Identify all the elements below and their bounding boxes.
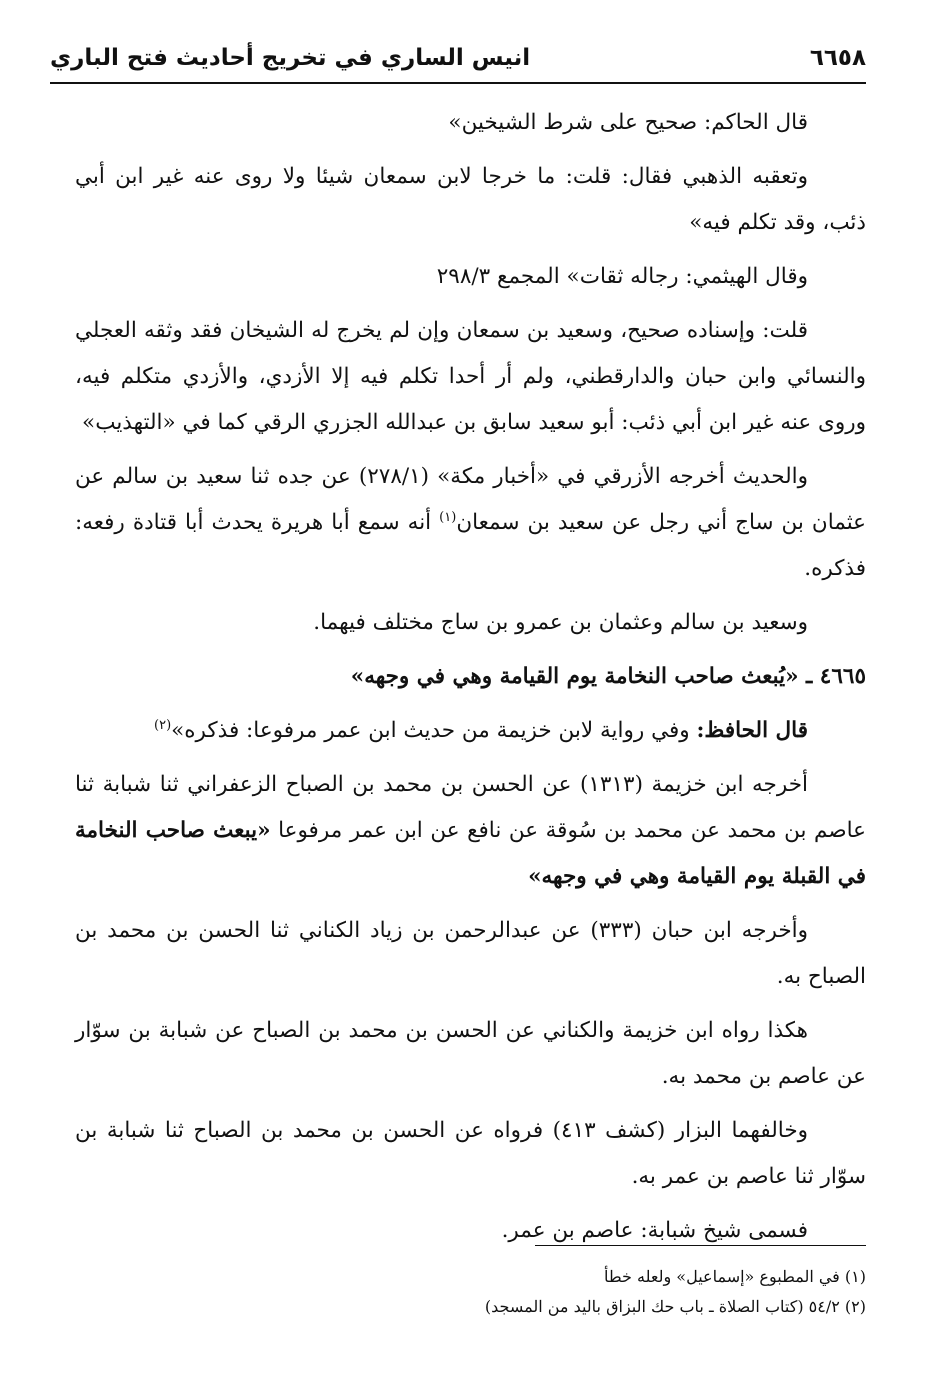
running-header — [50, 38, 866, 78]
khuzaymah-text: أخرجه ابن خزيمة (١٣١٣) عن الحسن بن محمد بن الصباح الزعفراني ثنا شبابة ثنا عاصم بن محمد عن محمد بن سُوقة عن نافع عن ابن عمر مرفوعا — [75, 772, 866, 843]
hadith-heading: ٤٦٦٥ ـ «يُبعث صاحب النخامة يوم القيامة وهي في وجهه» — [350, 664, 866, 689]
footnote-ref-2: (٢) — [154, 717, 172, 733]
page-number: ٦٦٥٨ — [809, 45, 866, 71]
hafiz-text: وفي رواية لابن خزيمة من حديث ابن عمر مرفوعا: فذكره» — [171, 718, 697, 743]
main-text — [75, 100, 866, 1262]
paragraph-isnad-comment: قلت: وإسناده صحيح، وسعيد بن سمعان وإن لم يخرج له الشيخان فقد وثقه العجلي والنسائي وابن حبان والدارقطني، ولم أر أحدا تكلم فيه إلا الأزدي، والأزدي متكلم فيه، وروى عنه غير ابن أبي ذئب: أبو سعيد سابق بن عبدالله الجزري الرقي كما في «التهذيب» — [75, 318, 866, 435]
azraqi-text-b: أنه سمع أبا هريرة يحدث أبا قتادة رفعه: فذكره. — [75, 510, 866, 581]
azraqi-text-a: والحديث أخرجه الأزرقي في «أخبار مكة» (٢٧٨/١) عن جده ثنا سعيد بن سالم عن عثمان بن ساج أني رجل عن سعيد بن سمعان — [75, 464, 867, 535]
paragraph-hafiz — [75, 708, 866, 754]
paragraph-dhahabi: وتعقبه الذهبي فقال: قلت: ما خرجا لابن سمعان شيئا ولا روى عنه غير ابن أبي ذئب، وقد تكلم فيه» — [75, 164, 866, 235]
footnote-ref-1: (١) — [439, 509, 457, 525]
paragraph-bazzar: وخالفهما البزار (كشف ٤١٣) فرواه عن الحسن بن محمد بن الصباح ثنا شبابة بن سوّار ثنا عاصم بن عمر به. — [75, 1118, 866, 1189]
footnote-1: (١) في المطبوع «إسماعيل» ولعله خطأ — [604, 1267, 866, 1286]
paragraph-azraqi — [75, 454, 866, 592]
paragraph-hakim: قال الحاكم: صحيح على شرط الشيخين» — [448, 110, 808, 135]
paragraph-ibn-hibban: وأخرجه ابن حبان (٣٣٣) عن عبدالرحمن بن زياد الكناني ثنا الحسن بن محمد بن الصباح به. — [75, 918, 866, 989]
header-divider — [50, 82, 866, 84]
paragraph-ibn-khuzaymah — [75, 762, 866, 900]
paragraph-haythami: وقال الهيثمي: رجاله ثقات» المجمع ٢٩٨/٣ — [436, 264, 808, 289]
book-title: انيس الساري في تخريج أحاديث فتح الباري — [50, 45, 531, 71]
footnote-divider — [535, 1245, 866, 1246]
hafiz-label: قال الحافظ: — [696, 718, 808, 743]
footnotes — [75, 1262, 866, 1322]
paragraph-transmission: هكذا رواه ابن خزيمة والكناني عن الحسن بن محمد بن الصباح عن شبابة بن سوّار عن عاصم بن محمد به. — [75, 1018, 866, 1089]
hadith-quote: «يبعث صاحب النخامة في القبلة يوم القيامة وهي في وجهه» — [75, 818, 866, 889]
paragraph-shaykh-shababah: فسمى شيخ شبابة: عاصم بن عمر. — [501, 1218, 808, 1243]
footnote-2: (٢) ٥٤/٢ (كتاب الصلاة ـ باب حك البزاق باليد من المسجد) — [484, 1297, 866, 1316]
paragraph-narrators: وسعيد بن سالم وعثمان بن عمرو بن ساج مختلف فيهما. — [313, 610, 808, 635]
